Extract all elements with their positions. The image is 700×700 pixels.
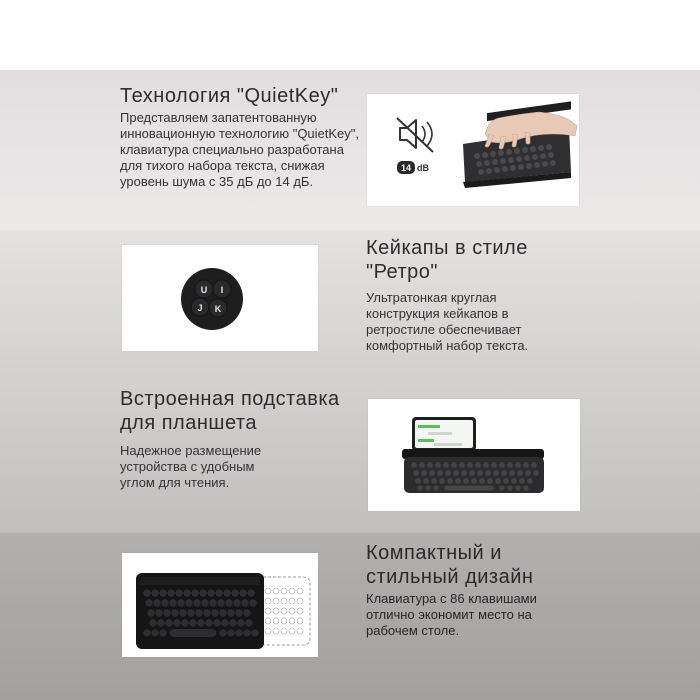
quiet-keyboard-photo xyxy=(367,94,579,206)
svg-text:dB: dB xyxy=(417,163,429,173)
keyboard-illustration xyxy=(136,573,264,649)
compact-keyboard-photo xyxy=(122,553,318,657)
feature-description: Ультратонкая круглая конструкция кейкапов в ретростиле обеспечивает комфортный набор текста. xyxy=(366,290,529,353)
feature-description: Представляем запатентованную инновационную технологию "QuietKey", клавиатура специально разработана для тихого набора текста, снижая уровень шума с 35 дБ до 14 дБ. xyxy=(120,110,360,189)
feature-title: Кейкапы в стиле "Ретро" xyxy=(366,237,528,283)
keycap-j-label: J xyxy=(197,303,203,313)
smartphone-illustration xyxy=(412,417,476,451)
feature-description: Клавиатура с 86 клавишами отлично экономит место на рабочем столе. xyxy=(366,591,537,638)
mute-speaker-icon xyxy=(397,118,433,152)
feature-retro-keycaps xyxy=(0,230,700,377)
feature-compact-design xyxy=(0,533,700,700)
feature-description: Надежное размещение устройства с удобным углом для чтения. xyxy=(120,443,262,490)
keycap-u-label: U xyxy=(200,285,208,295)
svg-text:14: 14 xyxy=(400,163,412,173)
keycap-k-label: K xyxy=(214,304,222,314)
keycap-cluster xyxy=(181,268,243,330)
feature-title: Технология "QuietKey" xyxy=(120,85,339,107)
keyboard-illustration xyxy=(402,449,544,493)
noise-level-badge xyxy=(397,161,429,174)
keyboard-with-phone-photo xyxy=(368,399,580,511)
feature-title: Встроенная подставка для планшета xyxy=(120,388,340,434)
feature-tablet-stand xyxy=(0,377,700,533)
feature-title: Компактный и стильный дизайн xyxy=(366,542,534,588)
feature-quietkey xyxy=(0,70,700,230)
round-keycaps-photo xyxy=(122,245,318,351)
keycap-i-label: I xyxy=(220,285,224,295)
